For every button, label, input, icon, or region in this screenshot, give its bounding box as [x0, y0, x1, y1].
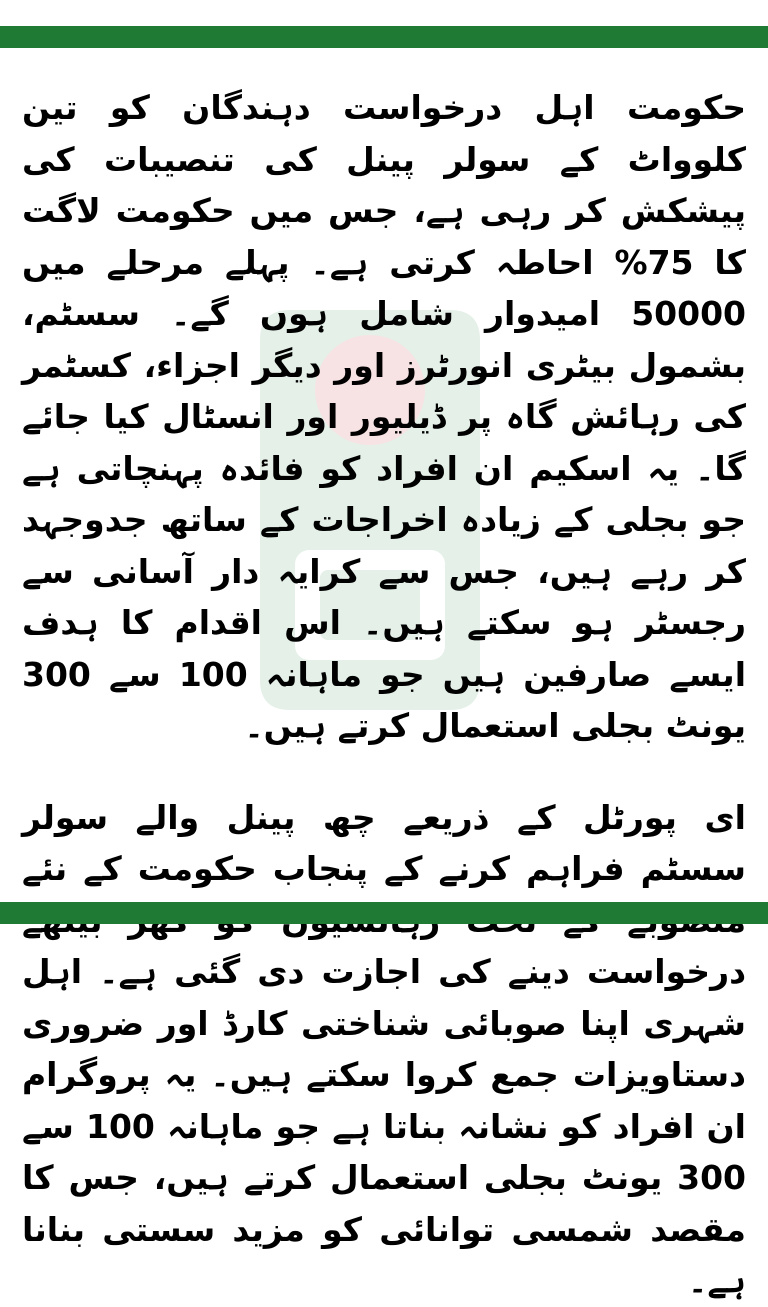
article-body [22, 82, 746, 1307]
paragraph-1: حکومت اہل درخواست دہندگان کو تین کلوواٹ کے سولر پینل کی تنصیبات کی پیشکش کر رہی ہے، جس میں حکومت لاگت کا 75% احاطہ کرتی ہے۔ پہلے مرحلے میں 50000 امیدوار شامل ہوں گے۔ سسٹم، بشمول بیٹری انورٹرز اور دیگر اجزاء، کسٹمر کی رہائش گاہ پر ڈیلیور اور انسٹال کیا جائے گا۔ یہ اسکیم ان افراد کو فائدہ پہنچاتی ہے جو بجلی کے زیادہ اخراجات کے ساتھ جدوجہد کر رہے ہیں، جس سے کرایہ دار آسانی سے رجسٹر ہو سکتے ہیں۔ اس اقدام کا ہدف ایسے صارفین ہیں جو ماہانہ 100 سے 300 یونٹ بجلی استعمال کرتے ہیں۔ [22, 88, 746, 745]
paragraph-2: ای پورٹل کے ذریعے چھ پینل والے سولر سسٹم فراہم کرنے کے پنجاب حکومت کے نئے درخواست دینے کی اجازت دی گئی ہے۔ اہل شہری اپنا صوبائی شناختی کارڈ اور ضروری دستاویزات جمع کروا سکتے ہیں۔ یہ پروگرام ان افراد کو نشانہ بناتا ہے جو ماہانہ 100 سے 300 یونٹ بجلی استعمال کرتے ہیں، جس کا مقصد شمسی توانائی کو مزید سستی بنانا ہے۔ [22, 797, 746, 1300]
top-green-bar [0, 26, 768, 48]
bottom-green-bar [0, 902, 768, 924]
